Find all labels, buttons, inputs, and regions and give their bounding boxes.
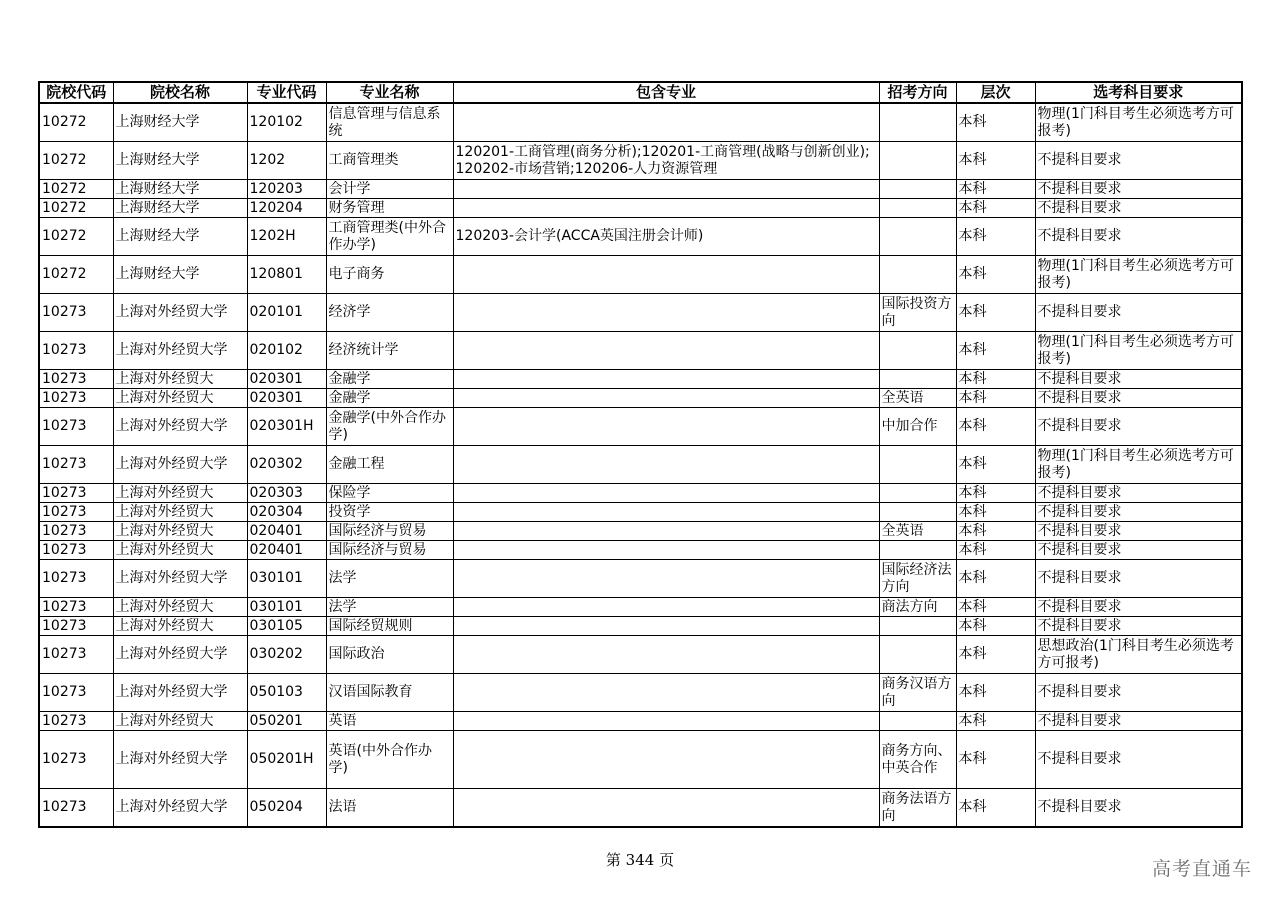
header-subject-requirement: 选考科目要求 [1035,82,1242,103]
major-name-cell: 英语(中外合作办学) [326,731,453,789]
major-name-cell: 保险学 [326,484,453,503]
major-code-cell: 120204 [247,199,326,218]
subject-requirement-cell: 不提科目要求 [1035,674,1242,712]
included-majors-cell [453,560,879,598]
school-name-cell: 上海对外经贸大学 [113,332,247,370]
direction-cell [879,199,956,218]
major-code-cell: 120102 [247,103,326,142]
school-code-cell: 10273 [39,294,113,332]
school-code-cell: 10272 [39,180,113,199]
included-majors-cell [453,370,879,389]
direction-cell [879,484,956,503]
direction-cell: 国际投资方向 [879,294,956,332]
included-majors-cell [453,446,879,484]
included-majors-cell: 120201-工商管理(商务分析);120201-工商管理(战略与创新创业);120202-市场营销;120206-人力资源管理 [453,142,879,180]
level-cell: 本科 [956,332,1035,370]
included-majors-cell [453,789,879,828]
school-code-cell: 10273 [39,522,113,541]
major-name-cell: 金融学 [326,370,453,389]
subject-requirement-cell: 不提科目要求 [1035,598,1242,617]
included-majors-cell [453,503,879,522]
direction-cell: 中加合作 [879,408,956,446]
direction-cell [879,256,956,294]
school-code-cell: 10273 [39,446,113,484]
table-row [39,636,1242,674]
table-row [39,218,1242,256]
school-name-cell: 上海财经大学 [113,256,247,294]
major-name-cell: 法学 [326,598,453,617]
direction-cell [879,370,956,389]
school-code-cell: 10273 [39,332,113,370]
header-direction: 招考方向 [879,82,956,103]
major-name-cell: 法语 [326,789,453,828]
level-cell: 本科 [956,218,1035,256]
included-majors-cell [453,332,879,370]
major-code-cell: 030105 [247,617,326,636]
major-name-cell: 工商管理类(中外合作办学) [326,218,453,256]
school-name-cell: 上海对外经贸大 [113,617,247,636]
watermark-text: 高考直通车 [1151,858,1252,880]
subject-requirement-cell: 不提科目要求 [1035,503,1242,522]
subject-requirement-cell: 思想政治(1门科目考生必须选考方可报考) [1035,636,1242,674]
major-code-cell: 1202H [247,218,326,256]
school-code-cell: 10273 [39,503,113,522]
subject-requirement-cell: 不提科目要求 [1035,370,1242,389]
school-name-cell: 上海财经大学 [113,218,247,256]
table-row [39,674,1242,712]
included-majors-cell [453,674,879,712]
table-row [39,598,1242,617]
table-header-row [39,82,1242,103]
school-name-cell: 上海对外经贸大学 [113,408,247,446]
direction-cell [879,541,956,560]
included-majors-cell [453,617,879,636]
school-name-cell: 上海对外经贸大学 [113,446,247,484]
direction-cell: 全英语 [879,389,956,408]
school-code-cell: 10273 [39,598,113,617]
direction-cell [879,332,956,370]
direction-cell: 商法方向 [879,598,956,617]
school-name-cell: 上海对外经贸大 [113,484,247,503]
table-row [39,484,1242,503]
table-row [39,180,1242,199]
level-cell: 本科 [956,731,1035,789]
school-name-cell: 上海财经大学 [113,180,247,199]
table-row [39,446,1242,484]
direction-cell: 商务方向、中英合作 [879,731,956,789]
major-code-cell: 050204 [247,789,326,828]
level-cell: 本科 [956,674,1035,712]
subject-requirement-cell: 物理(1门科目考生必须选考方可报考) [1035,256,1242,294]
included-majors-cell: 120203-会计学(ACCA英国注册会计师) [453,218,879,256]
direction-cell [879,617,956,636]
included-majors-cell [453,199,879,218]
included-majors-cell [453,636,879,674]
direction-cell [879,218,956,256]
direction-cell [879,103,956,142]
table-row [39,408,1242,446]
header-major-code: 专业代码 [247,82,326,103]
subject-requirement-cell: 不提科目要求 [1035,142,1242,180]
subject-requirement-cell: 不提科目要求 [1035,294,1242,332]
major-code-cell: 020401 [247,541,326,560]
school-code-cell: 10272 [39,218,113,256]
major-code-cell: 050201H [247,731,326,789]
level-cell: 本科 [956,446,1035,484]
school-name-cell: 上海对外经贸大学 [113,789,247,828]
school-name-cell: 上海对外经贸大 [113,598,247,617]
major-code-cell: 030101 [247,560,326,598]
table-row [39,522,1242,541]
school-code-cell: 10273 [39,560,113,598]
school-name-cell: 上海对外经贸大 [113,712,247,731]
table-row [39,103,1242,142]
major-name-cell: 工商管理类 [326,142,453,180]
school-code-cell: 10273 [39,389,113,408]
school-name-cell: 上海对外经贸大 [113,522,247,541]
subject-requirement-cell: 不提科目要求 [1035,712,1242,731]
header-level: 层次 [956,82,1035,103]
school-code-cell: 10272 [39,142,113,180]
subject-requirement-cell: 物理(1门科目考生必须选考方可报考) [1035,446,1242,484]
included-majors-cell [453,731,879,789]
major-name-cell: 投资学 [326,503,453,522]
included-majors-cell [453,598,879,617]
major-name-cell: 国际经济与贸易 [326,541,453,560]
direction-cell [879,180,956,199]
table-row [39,731,1242,789]
table-row [39,256,1242,294]
direction-cell [879,712,956,731]
header-included-majors: 包含专业 [453,82,879,103]
included-majors-cell [453,408,879,446]
school-code-cell: 10273 [39,731,113,789]
school-code-cell: 10273 [39,674,113,712]
major-name-cell: 金融学(中外合作办学) [326,408,453,446]
level-cell: 本科 [956,598,1035,617]
table-row [39,370,1242,389]
header-school-code: 院校代码 [39,82,113,103]
major-code-cell: 020102 [247,332,326,370]
school-name-cell: 上海对外经贸大 [113,370,247,389]
school-name-cell: 上海财经大学 [113,199,247,218]
major-name-cell: 会计学 [326,180,453,199]
school-name-cell: 上海对外经贸大 [113,389,247,408]
header-school-name: 院校名称 [113,82,247,103]
subject-requirement-cell: 物理(1门科目考生必须选考方可报考) [1035,103,1242,142]
table-row [39,142,1242,180]
level-cell: 本科 [956,389,1035,408]
direction-cell [879,636,956,674]
level-cell: 本科 [956,199,1035,218]
school-code-cell: 10273 [39,712,113,731]
major-name-cell: 法学 [326,560,453,598]
school-name-cell: 上海对外经贸大学 [113,636,247,674]
major-code-cell: 020301 [247,389,326,408]
major-name-cell: 国际政治 [326,636,453,674]
included-majors-cell [453,389,879,408]
major-name-cell: 国际经济与贸易 [326,522,453,541]
school-code-cell: 10273 [39,541,113,560]
admission-requirements-table [38,81,1243,828]
level-cell: 本科 [956,560,1035,598]
level-cell: 本科 [956,180,1035,199]
level-cell: 本科 [956,294,1035,332]
school-name-cell: 上海对外经贸大学 [113,294,247,332]
school-code-cell: 10273 [39,789,113,828]
subject-requirement-cell: 不提科目要求 [1035,180,1242,199]
level-cell: 本科 [956,712,1035,731]
direction-cell [879,142,956,180]
included-majors-cell [453,541,879,560]
school-name-cell: 上海对外经贸大 [113,503,247,522]
school-name-cell: 上海财经大学 [113,142,247,180]
direction-cell: 商务汉语方向 [879,674,956,712]
major-code-cell: 020101 [247,294,326,332]
major-name-cell: 英语 [326,712,453,731]
major-code-cell: 050103 [247,674,326,712]
table-row [39,332,1242,370]
major-name-cell: 经济学 [326,294,453,332]
direction-cell: 全英语 [879,522,956,541]
subject-requirement-cell: 不提科目要求 [1035,522,1242,541]
major-code-cell: 020303 [247,484,326,503]
major-code-cell: 1202 [247,142,326,180]
subject-requirement-cell: 不提科目要求 [1035,560,1242,598]
school-code-cell: 10273 [39,408,113,446]
school-code-cell: 10273 [39,617,113,636]
level-cell: 本科 [956,541,1035,560]
subject-requirement-cell: 不提科目要求 [1035,731,1242,789]
school-name-cell: 上海对外经贸大 [113,541,247,560]
included-majors-cell [453,180,879,199]
direction-cell [879,503,956,522]
major-name-cell: 汉语国际教育 [326,674,453,712]
school-name-cell: 上海对外经贸大学 [113,731,247,789]
major-name-cell: 国际经贸规则 [326,617,453,636]
subject-requirement-cell: 不提科目要求 [1035,617,1242,636]
major-name-cell: 金融学 [326,389,453,408]
direction-cell: 国际经济法方向 [879,560,956,598]
subject-requirement-cell: 物理(1门科目考生必须选考方可报考) [1035,332,1242,370]
major-code-cell: 120801 [247,256,326,294]
major-code-cell: 050201 [247,712,326,731]
table-row [39,389,1242,408]
major-code-cell: 020302 [247,446,326,484]
school-code-cell: 10273 [39,484,113,503]
subject-requirement-cell: 不提科目要求 [1035,199,1242,218]
page-number: 第 344 页 [605,851,675,869]
subject-requirement-cell: 不提科目要求 [1035,218,1242,256]
level-cell: 本科 [956,789,1035,828]
school-name-cell: 上海对外经贸大学 [113,674,247,712]
school-code-cell: 10272 [39,103,113,142]
level-cell: 本科 [956,484,1035,503]
included-majors-cell [453,294,879,332]
school-name-cell: 上海对外经贸大学 [113,560,247,598]
school-code-cell: 10272 [39,199,113,218]
included-majors-cell [453,522,879,541]
major-name-cell: 金融工程 [326,446,453,484]
level-cell: 本科 [956,522,1035,541]
table-row [39,560,1242,598]
major-code-cell: 030101 [247,598,326,617]
subject-requirement-cell: 不提科目要求 [1035,408,1242,446]
table-row [39,503,1242,522]
subject-requirement-cell: 不提科目要求 [1035,789,1242,828]
level-cell: 本科 [956,103,1035,142]
table-row [39,712,1242,731]
major-code-cell: 020401 [247,522,326,541]
direction-cell: 商务法语方向 [879,789,956,828]
level-cell: 本科 [956,256,1035,294]
included-majors-cell [453,256,879,294]
table-row [39,617,1242,636]
included-majors-cell [453,484,879,503]
direction-cell [879,446,956,484]
included-majors-cell [453,712,879,731]
level-cell: 本科 [956,636,1035,674]
major-code-cell: 020301 [247,370,326,389]
major-name-cell: 电子商务 [326,256,453,294]
table-row [39,199,1242,218]
school-name-cell: 上海财经大学 [113,103,247,142]
table-row [39,541,1242,560]
school-code-cell: 10273 [39,370,113,389]
major-code-cell: 020301H [247,408,326,446]
table-row [39,294,1242,332]
major-name-cell: 信息管理与信息系统 [326,103,453,142]
table-row [39,789,1242,828]
level-cell: 本科 [956,142,1035,180]
school-code-cell: 10273 [39,636,113,674]
table-body [39,103,1242,827]
major-code-cell: 030202 [247,636,326,674]
major-name-cell: 财务管理 [326,199,453,218]
level-cell: 本科 [956,503,1035,522]
subject-requirement-cell: 不提科目要求 [1035,484,1242,503]
major-name-cell: 经济统计学 [326,332,453,370]
subject-requirement-cell: 不提科目要求 [1035,541,1242,560]
major-code-cell: 120203 [247,180,326,199]
included-majors-cell [453,103,879,142]
subject-requirement-cell: 不提科目要求 [1035,389,1242,408]
level-cell: 本科 [956,370,1035,389]
level-cell: 本科 [956,617,1035,636]
header-major-name: 专业名称 [326,82,453,103]
school-code-cell: 10272 [39,256,113,294]
major-code-cell: 020304 [247,503,326,522]
level-cell: 本科 [956,408,1035,446]
